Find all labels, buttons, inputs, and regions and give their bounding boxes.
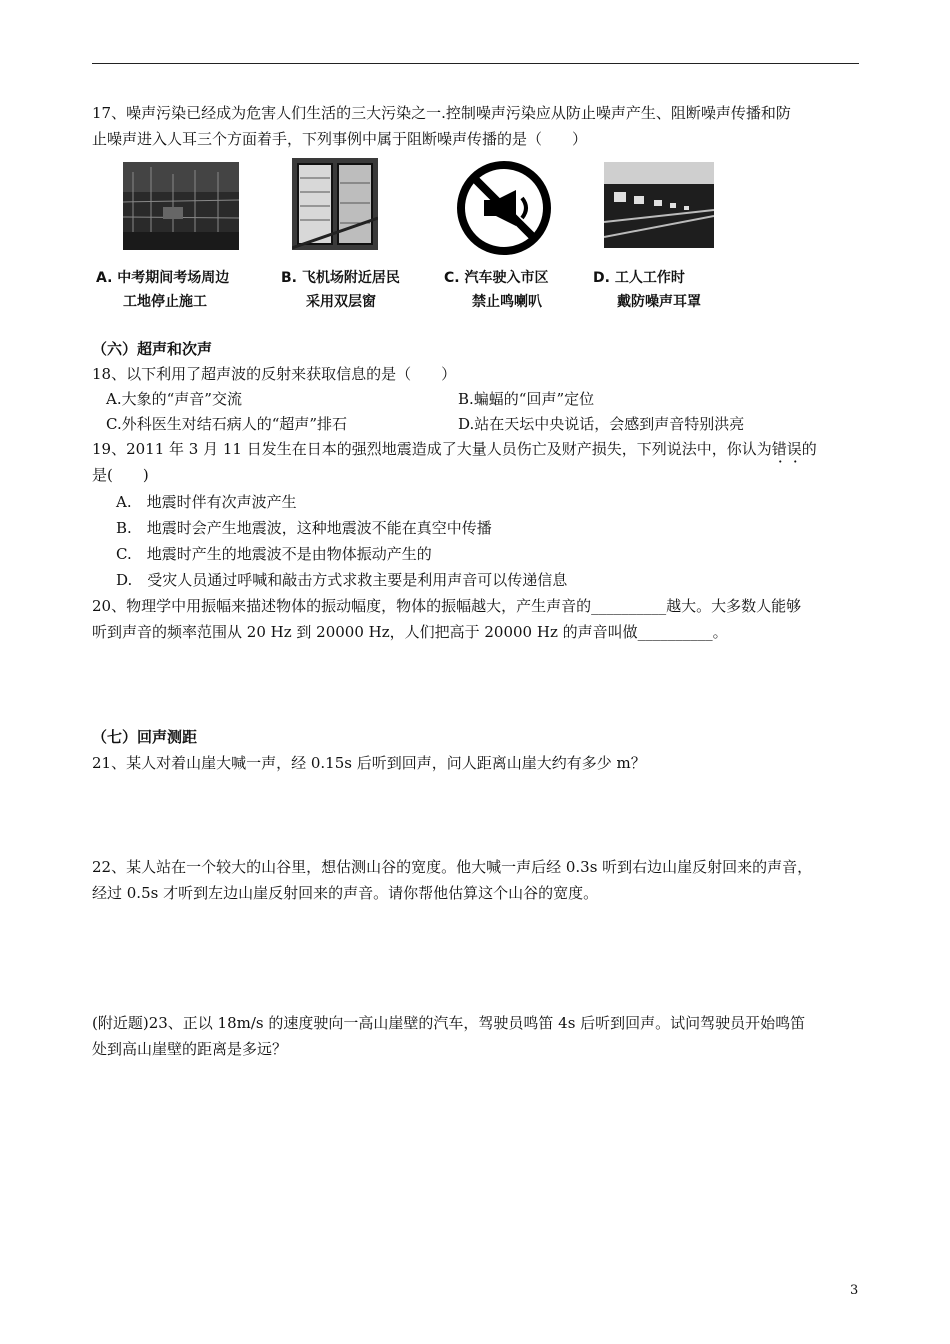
q19-line2: 是( ) [92,466,149,484]
page-number: 3 [850,1283,859,1298]
q21-text: 21、某人对着山崖大喊一声，经 0.15s 后听到回声，问人距离山崖大约有多少 m？ [92,754,646,772]
q20-line2: 听到声音的频率范围从 20 Hz 到 20000 Hz，人们把高于 20000 Hz 的声音叫做__________。 [92,623,728,641]
q17-option-b-line1: B. 飞机场附近居民 [281,270,400,286]
q19-line1-post: 的 [801,440,817,458]
section-6-heading: （六）超声和次声 [92,340,213,358]
q19-emphasis-2: 误 [786,440,802,458]
q19-option-d: D. 受灾人员通过呼喊和敲击方式求救主要是利用声音可以传递信息 [116,571,568,589]
q23-line2: 处到高山崖壁的距离是多远？ [92,1040,288,1058]
q19-option-c: C. 地震时产生的地震波不是由物体振动产生的 [116,545,432,563]
q17-option-a-line2: 工地停止施工 [123,294,207,310]
q23-line1: (附近题)23、正以 18m/s 的速度驶向一高山崖壁的汽车，驾驶员鸣笛 4s 后听到回声。试问驾驶员开始鸣笛 [92,1014,806,1032]
q20-line1: 20、物理学中用振幅来描述物体的振动幅度，物体的振幅越大，产生声音的__________越大。大多数人能够 [92,597,802,615]
q22-line2: 经过 0.5s 才听到左边山崖反射回来的声音。请你帮他估算这个山谷的宽度。 [92,884,599,902]
double-glazed-window-photo [292,158,378,250]
q17-line2: 止噪声进入人耳三个方面着手，下列事例中属于阻断噪声传播的是（ ） [92,130,588,148]
q19-option-b: B. 地震时会产生地震波，这种地震波不能在真空中传播 [116,519,492,537]
q17-option-c-line1: C. 汽车驶入市区 [444,270,549,286]
factory-workers-photo [604,162,714,248]
header-rule [92,63,859,64]
no-horn-sign-icon [456,160,552,256]
q18-option-a: A.大象的“声音”交流 [106,390,242,408]
q19-option-a: A. 地震时伴有次声波产生 [116,493,297,511]
q17-option-d-line1: D. 工人工作时 [593,270,685,286]
q19-line1-pre: 19、2011 年 3 月 11 日发生在日本的强烈地震造成了大量人员伤亡及财产损失，下列说法中，你认为 [92,440,772,458]
q17-option-a-line1: A. 中考期间考场周边 [96,270,230,286]
q18-option-c: C.外科医生对结石病人的“超声”排石 [106,415,348,433]
q19-emphasis-1: 错 [771,440,787,458]
q18-option-b: B.蝙蝠的“回声”定位 [458,390,595,408]
q17-option-d-line2: 戴防噪声耳罩 [617,294,701,310]
q19-line1 [92,439,817,459]
section-7-heading: （七）回声测距 [92,728,198,746]
q22-line1: 22、某人站在一个较大的山谷里，想估测山谷的宽度。他大喊一声后经 0.3s 听到右边山崖反射回来的声音， [92,858,813,876]
q17-line1: 17、噪声污染已经成为危害人们生活的三大污染之一.控制噪声污染应从防止噪声产生、阻断噪声传播和防 [92,104,791,122]
q17-option-b-line2: 采用双层窗 [306,294,376,310]
q18-option-d: D.站在天坛中央说话，会感到声音特别洪亮 [458,415,745,433]
q18-stem: 18、以下利用了超声波的反射来获取信息的是（ ） [92,365,457,383]
q17-option-c-line2: 禁止鸣喇叭 [472,294,542,310]
construction-site-photo [123,162,239,250]
